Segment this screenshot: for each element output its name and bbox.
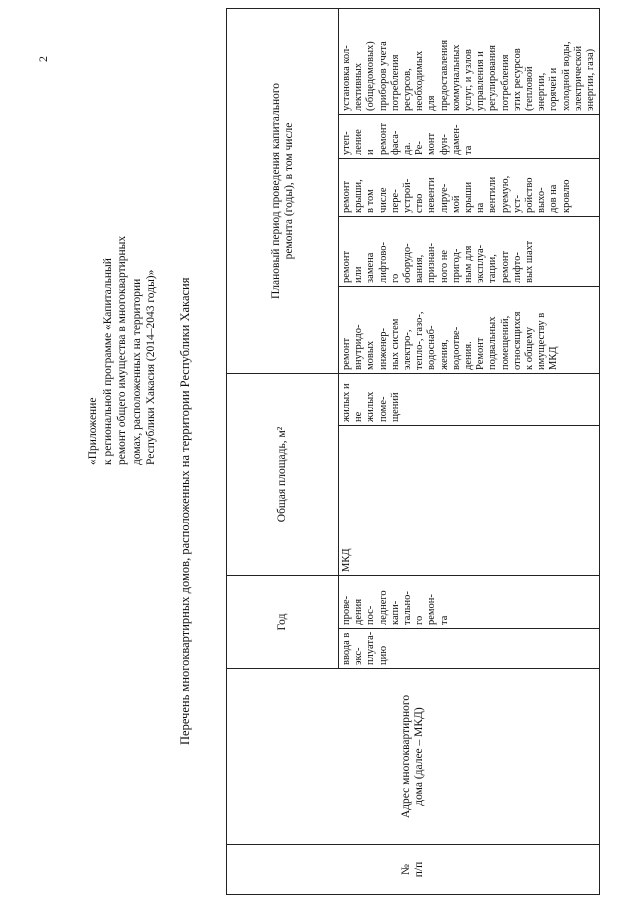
subheader-plan-internal-systems: ремонт внутридо- мовых инженер- ных систем электро-, тепло-, газо-, водоснаб- жения, водоотве- дения. Ремонт подвальных помещений, относящихся к общему имуществу в МКД [339,286,600,373]
appendix-line: домах, расположенных на территории [130,278,143,465]
subheader-plan-elevator: ремонт или замена лифтово- го оборудо- вания, признан- ного не пригод- ным для эксплуа- тации, ремонт лифто- вых шахт [339,216,600,286]
subheader-year-last-repair: прове- дения пос- леднего капи- тально- го ремон- та [339,575,600,628]
subheader-plan-facade: утеп- ление и ремонт фаса- да. Ре- монт фун- дамен- та [339,114,600,158]
subheader-area-mkd: МКД [339,425,600,575]
subheader-area-premises: жилых и не жилых поме- щений [339,373,600,425]
subheader-plan-roof: ремонт крыши, в том числе пере- устрой- ство невенти лируе- мой крыши на вентили руемую, уст- ройство выхо- дов на кровлю [339,158,600,216]
header-area: Общая площадь, м² [227,373,339,575]
houses-table [226,9,598,895]
appendix-line: Республики Хакасия (2014–2043 годы)» [145,269,158,465]
appendix-line: «Приложение [87,397,99,465]
header-year: Год [227,575,339,668]
appendix-header [86,105,159,465]
header-number: № п/п [227,845,600,895]
header-address: Адрес многоквартирного дома (далее – МКД) [227,669,600,845]
appendix-line: ремонт общего имущества в многоквартирных [116,235,129,465]
document-title: Перечень многоквартирных домов, расположенных на территории Республики Хакасия [178,277,192,745]
appendix-line: к региональной программе «Капитальный [101,258,114,465]
page-number: 2 [36,56,50,62]
houses-table-grid [226,8,600,895]
subheader-plan-meters: установка кол- лективных (общедомовых) приборов учета потребления ресурсов, необходимых для предоставления коммунальных услуг, и узлов управления и регулирования потребления этих ресурсов (тепловой энергии, горячей и холодной воды, электрической энергии, газа) [339,8,600,114]
header-plan-period: Плановый период проведения капитального ремонта (годы), в том числе [227,8,339,373]
subheader-year-commission: ввода в экс- плуата- цию [339,629,600,669]
